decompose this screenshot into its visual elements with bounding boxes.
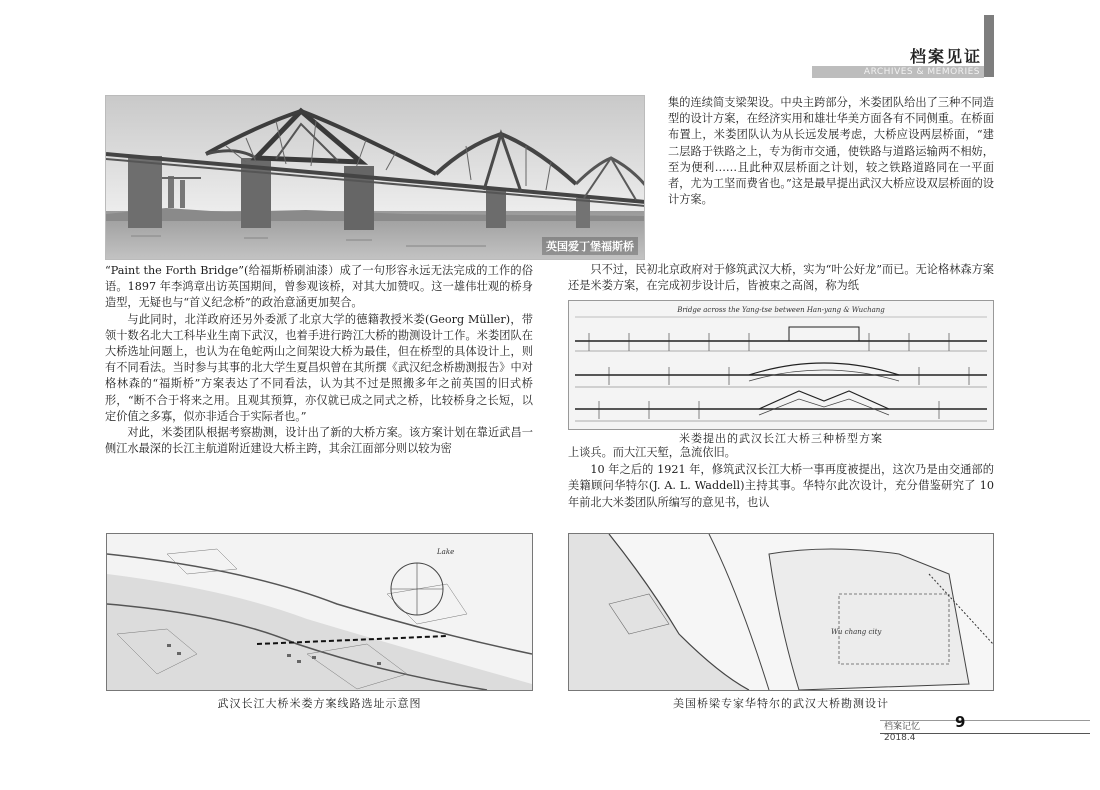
map-lake-label: Lake — [437, 548, 455, 556]
right-column-top — [668, 95, 994, 208]
diagram-title: Bridge across the Yang-tse between Han-yang & Wuchang — [677, 306, 885, 314]
forth-bridge-photo — [105, 95, 645, 260]
section-title: 档案见证 — [909, 47, 982, 66]
right-map-caption: 美国桥梁专家华特尔的武汉大桥勘测设计 — [673, 697, 889, 710]
forth-bridge-illustration — [106, 96, 645, 260]
route-map-muller — [106, 533, 533, 691]
right-column-mid — [568, 262, 994, 294]
bridge-elevation-drawings — [569, 301, 993, 429]
left-column — [105, 263, 533, 457]
left-paragraph-2: 与此同时，北洋政府还另外委派了北京大学的德籍教授米娄(Georg Müller)，带领十数名北大工科毕业生南下武汉，也着手进行跨江大桥的勘测设计工作。米娄团队在大桥选址问题上，也认为在龟蛇两山之间架设大桥为最佳，但在桥型的具体设计上，则有不同看法。当时参与其事的北大学生夏昌炽曾在其所撰《武汉纪念桥勘测报告》中对格林森的“福斯桥”方案表达了不同看法，认为其不过是照搬多年之前英国的旧式桥形，“断不合于将来之用。且观其预算，亦仅就已成之同式之桥，比较桥身之长短，以定价值之多寡，似亦非适合于实际者也。” — [105, 312, 533, 423]
left-map-caption: 武汉长江大桥米娄方案线路选址示意图 — [217, 697, 422, 710]
map-wuchang-label: Wu chang city — [831, 628, 882, 636]
survey-map-drawing — [569, 534, 993, 690]
survey-map-waddell — [568, 533, 994, 691]
diagram-caption: 米娄提出的武汉长江大桥三种桥型方案 — [679, 432, 883, 445]
left-paragraph-3: 对此，米娄团队根据考察勘测，设计出了新的大桥方案。该方案计划在靠近武昌一侧江水最深的长江主航道附近建设大桥主跨，其余江面部分则以较为密 — [105, 426, 533, 456]
footer-issue-date: 2018.4 — [884, 733, 916, 743]
right-paragraph-2: 只不过，民初北京政府对于修筑武汉大桥，实为“叶公好龙”而已。无论格林森方案还是米娄方案，在完成初步设计后，皆被束之高阁，称为纸 — [568, 263, 994, 293]
right-paragraph-3: 上谈兵。而大江天堑，急流依旧。 — [568, 446, 736, 459]
left-paragraph-1: “Paint the Forth Bridge”(给福斯桥刷油漆）成了一句形容永远无法完成的工作的俗语。1897 年李鸿章出访英国期间，曾参观该桥，对其大加赞叹。这一雄伟壮观的桥身造型，无疑也与“首义纪念桥”的政治意涵更加契合。 — [105, 264, 533, 310]
bridge-designs-diagram — [568, 300, 994, 430]
right-paragraph-1: 集的连续简支梁架设。中央主跨部分，米娄团队给出了三种不同造型的设计方案，在经济实用和雄壮华美方面各有不同侧重。在桥面布置上，米娄团队认为从长远发展考虑，大桥应设两层桥面，“建二层路于铁路之上，专为街市交通，使铁路与道路运输两不相妨，至为便利……且此种双层桥面之计划，较之铁路道路同在一平面者，尤为工坚而费省也。”这是最早提出武汉大桥应设双层桥面的设计方案。 — [668, 96, 994, 207]
photo-caption: 英国爱丁堡福斯桥 — [542, 237, 638, 255]
route-map-drawing — [107, 534, 532, 690]
page-number: 9 — [955, 713, 966, 731]
header-accent-bar — [984, 15, 994, 77]
right-paragraph-4: 10 年之后的 1921 年，修筑武汉长江大桥一事再度被提出，这次乃是由交通部的美籍顾问华特尔(J. A. L. Waddell)主持其事。华特尔此次设计，充分借鉴研究了 10 年前北大米娄团队所编写的意见书，也认 — [568, 462, 994, 509]
right-column-bottom — [568, 445, 994, 511]
section-subtitle: ARCHIVES & MEMORIES — [812, 66, 984, 78]
footer-magazine-name: 档案记忆 — [884, 722, 921, 732]
